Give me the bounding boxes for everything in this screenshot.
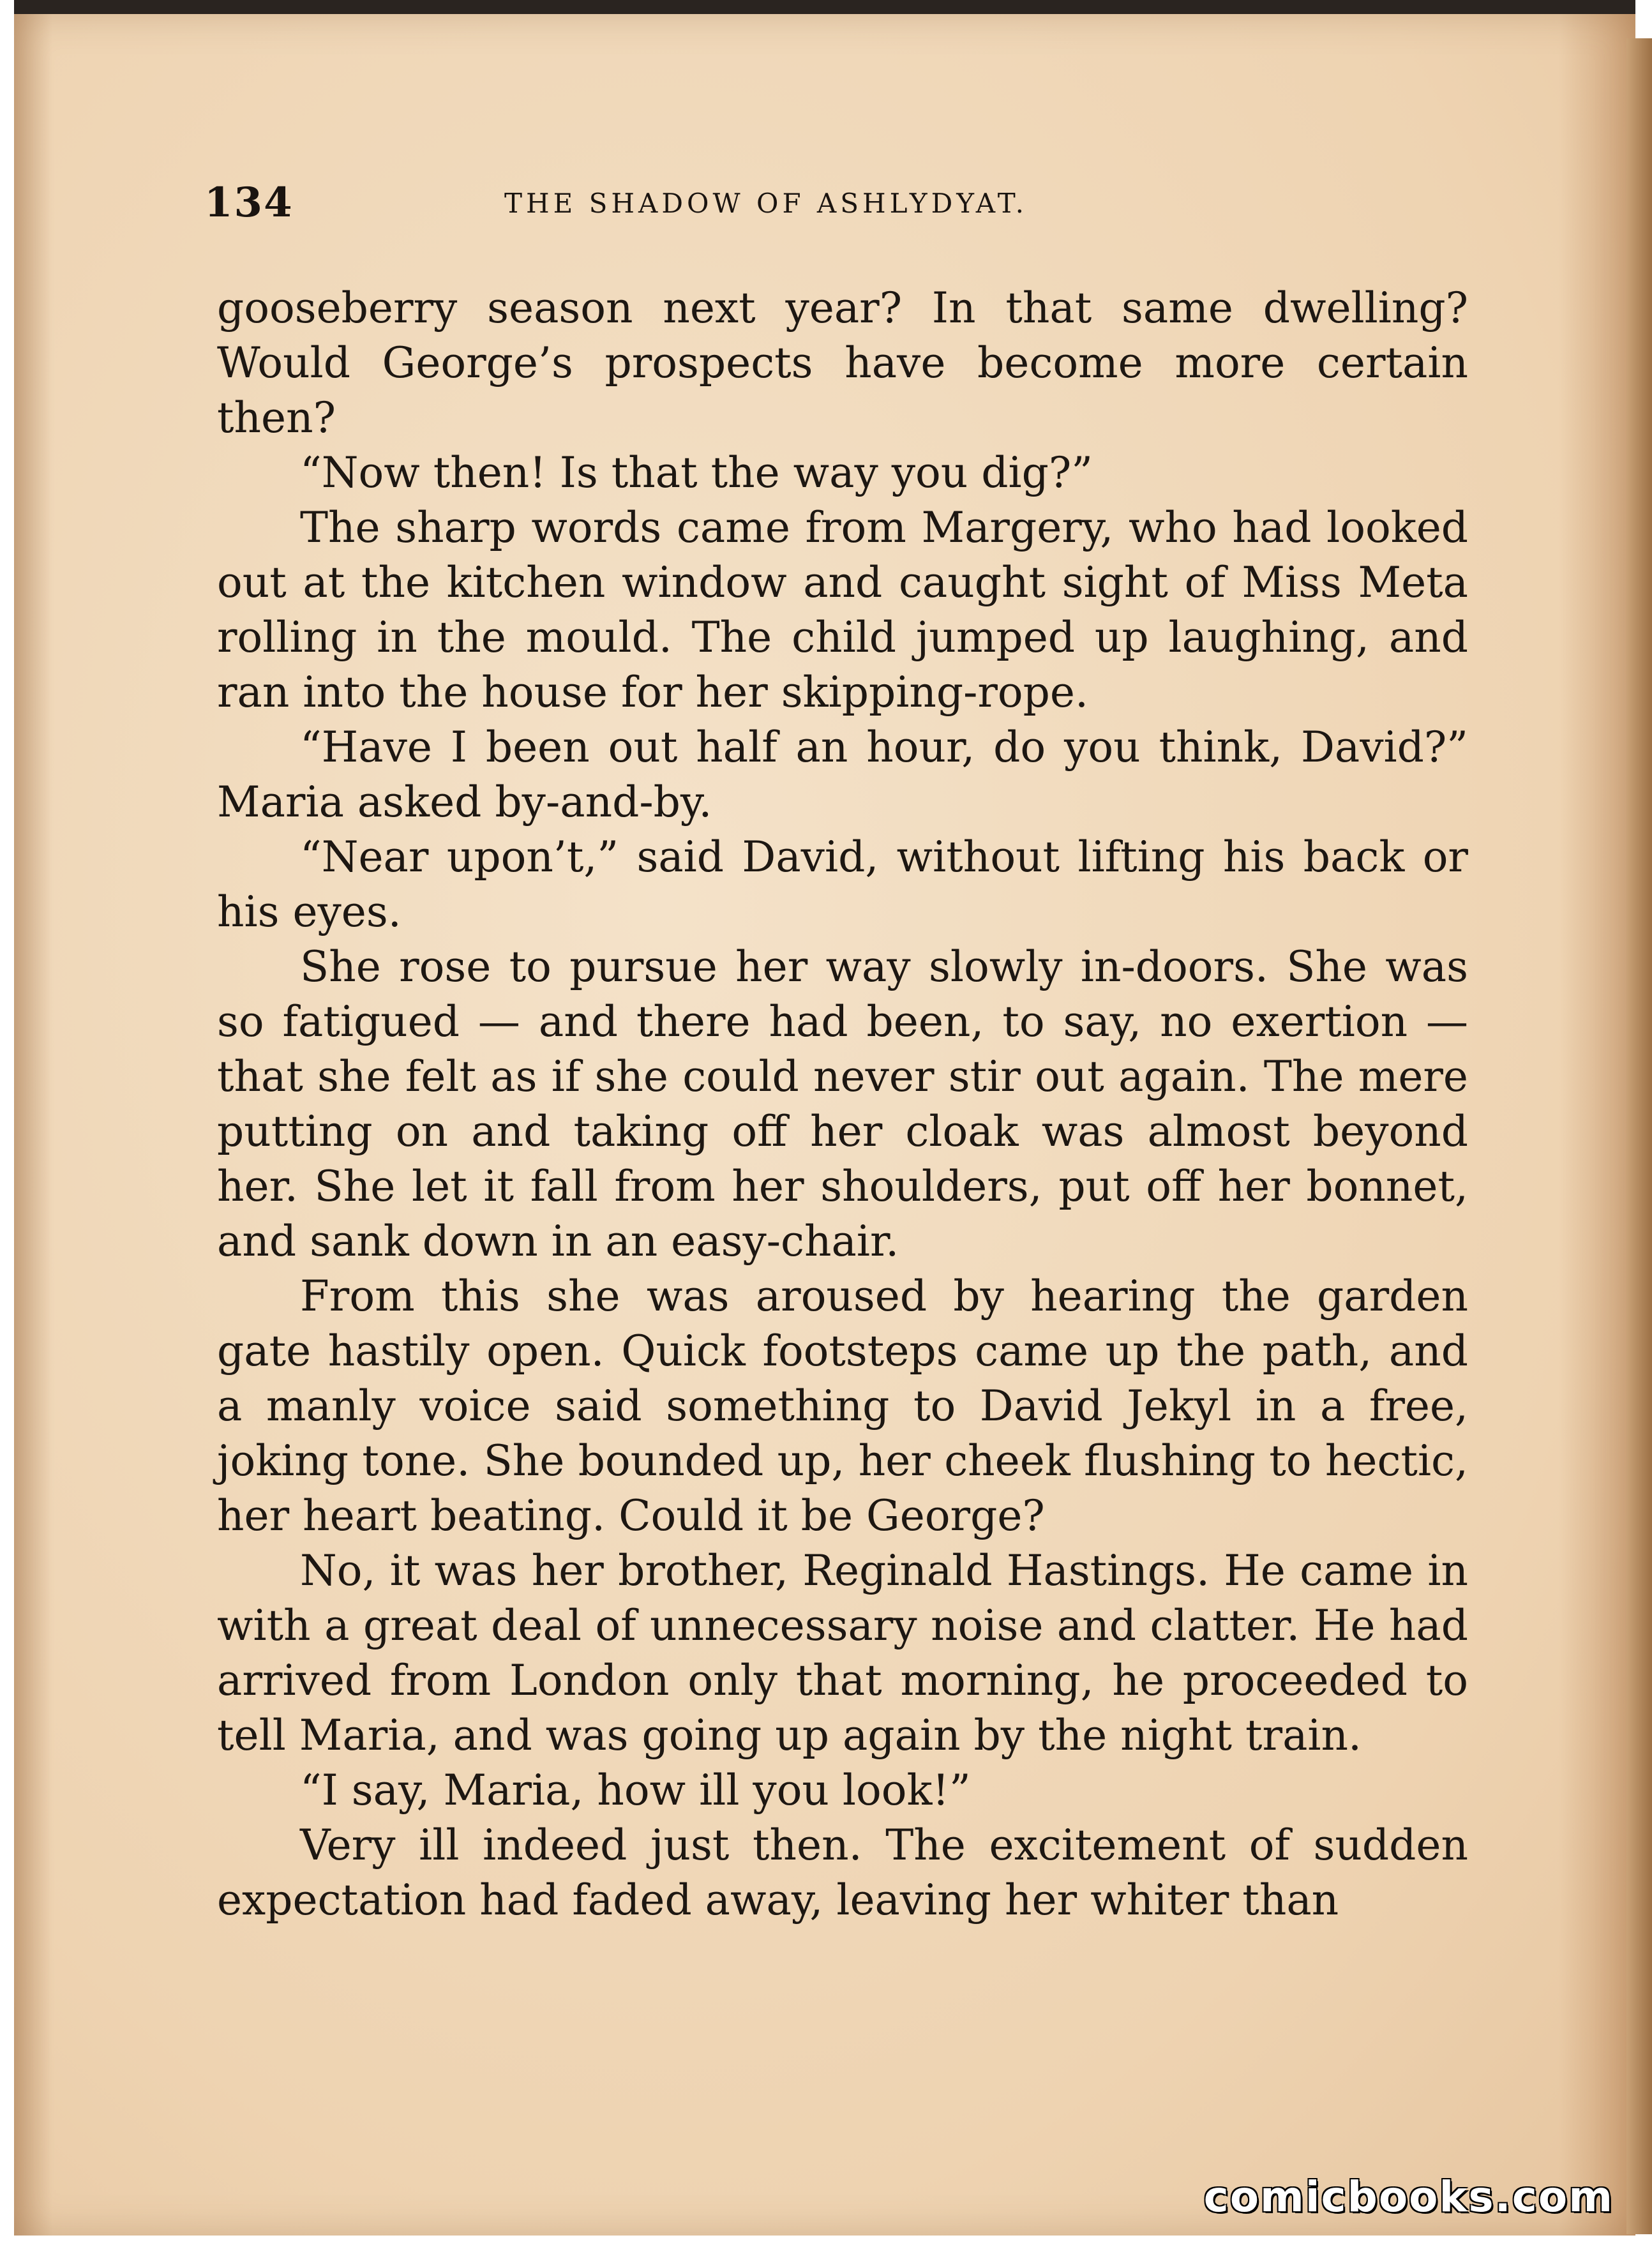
paragraph: gooseberry season next year? In that same dwelling? Would George’s prospects have become more certain then?	[217, 283, 1468, 442]
page-number: 134	[204, 179, 294, 227]
paragraph: “Near upon’t,” said David, without lifting his back or his eyes.	[217, 832, 1468, 936]
paragraph: The sharp words came from Margery, who had looked out at the kitchen window and caught sight of Miss Meta rolling in the mould. The child jumped up laughing, and ran into the house for her skipping-rope.	[217, 503, 1468, 717]
paragraph: “Have I been out half an hour, do you think, David?” Maria asked by-and-by.	[217, 723, 1468, 827]
paragraph: No, it was her brother, Reginald Hastings. He came in with a great deal of unnecessary noise and clatter. He had arrived from London only that morning, he proceeded to tell Maria, and was going up again by the night train.	[217, 1546, 1468, 1760]
paragraph: “I say, Maria, how ill you look!”	[300, 1766, 971, 1815]
book-page-edge	[1626, 38, 1652, 2234]
watermark: comicbooks.com	[1203, 2172, 1614, 2221]
book-top-edge	[14, 0, 1635, 14]
running-title: THE SHADOW OF ASHLYDYAT.	[504, 188, 1028, 219]
paragraph: Very ill indeed just then. The excitement of sudden expectation had faded away, leaving her whiter than	[217, 1821, 1468, 1925]
paragraph: She rose to pursue her way slowly in-doors. She was so fatigued — and there had been, to say, no exertion — that she felt as if she could never stir out again. The mere putting on and taking off her cloak was almost beyond her. She let it fall from her shoulders, put off her bonnet, and sank down in an easy-chair.	[217, 942, 1468, 1266]
body-text	[217, 281, 1468, 1928]
paragraph: “Now then! Is that the way you dig?”	[300, 448, 1093, 497]
paragraph: From this she was aroused by hearing the garden gate hastily open. Quick footsteps came up the path, and a manly voice said something to David Jekyl in a free, joking tone. She bounded up, her cheek flushing to hectic, her heart beating. Could it be George?	[217, 1272, 1468, 1540]
running-header	[204, 179, 1481, 230]
